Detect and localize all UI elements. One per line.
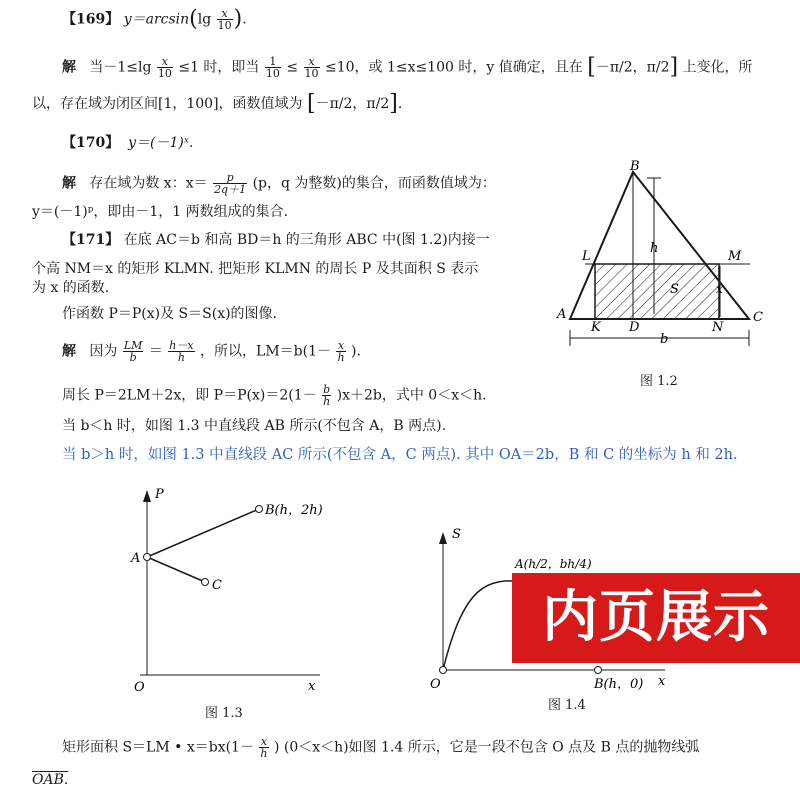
figure-1-2: [550, 160, 780, 360]
problem-171-line-2: 个高 NM＝x 的矩形 KLMN. 把矩形 KLMN 的周长 P 及其面积 S 表示: [32, 261, 479, 277]
label-O: O: [134, 680, 145, 695]
segment-ac: [147, 557, 205, 582]
point-c: [202, 579, 209, 586]
label-C: C: [753, 310, 763, 325]
label-S: S: [670, 282, 679, 297]
point-a: [144, 554, 151, 561]
figure-1-2-caption: 图 1.2: [640, 374, 678, 389]
point-o: [440, 667, 447, 674]
rectangle-klmn: [595, 264, 719, 319]
preview-banner: 内页展示: [512, 573, 800, 663]
point-b: [595, 667, 602, 674]
label-O: O: [430, 677, 441, 690]
label-B: B(h，2h): [265, 503, 323, 518]
label-B: B: [630, 160, 640, 174]
problem-171-perimeter-line: 周长 P＝2LM＋2x，即 P＝P(x)＝2(1－ $\frac{b}{h}$ )x＋2b，式中 0＜x＜h.: [62, 383, 487, 408]
label-D: D: [629, 320, 640, 335]
problem-171-arc-oab: OAB.: [32, 772, 69, 788]
label-A: A: [557, 307, 567, 322]
problem-169-statement: 【169】 y＝arcsin(lg $\frac{x}{10}$ ).: [62, 6, 247, 32]
problem-171-case-b-less-h: 当 b＜h 时，如图 1.3 中直线段 AB 所示(不包含 A，B 两点).: [62, 418, 447, 434]
label-A: A: [131, 551, 141, 566]
problem-171-solution-line-1: 解 因为 $\frac{LM}{b}$ ＝ $\frac{h-x}{h}$ ，所以，LM＝b(1－ $\frac{x}{h}$ ).: [62, 339, 361, 364]
problem-171-line-1: 【171】 在底 AC＝b 和高 BD＝h 的三角形 ABC 中(图 1.2)内接一: [62, 232, 490, 248]
label-b: b: [660, 332, 669, 347]
axis-label-x: x: [658, 674, 666, 689]
figure-1-4-caption: 图 1.4: [548, 698, 586, 713]
label-x: x: [716, 282, 723, 296]
label-h: h: [650, 241, 659, 256]
problem-170-solution-line-1: 解 存在域为数 x：x＝ $\frac{p}{2q+1}$ (p，q 为整数)的集合，而函数值域为：: [62, 171, 496, 196]
axis-label-x: x: [308, 679, 316, 694]
label-K: K: [591, 320, 601, 335]
problem-number: 【169】: [62, 11, 120, 28]
segment-ab: [147, 509, 259, 557]
problem-171-line-4: 作函数 P＝P(x)及 S＝S(x)的图像.: [62, 306, 278, 322]
label-M: M: [728, 249, 742, 264]
label-N: N: [712, 320, 724, 335]
problem-171-line-3: 为 x 的函数.: [32, 280, 110, 296]
point-b: [256, 506, 263, 513]
axis-label-P: P: [155, 487, 164, 502]
problem-171-case-b-greater-h: 当 b＞h 时，如图 1.3 中直线段 AC 所示(不包含 A，C 两点). 其中 OA＝2b，B 和 C 的坐标为 h 和 2h.: [62, 447, 738, 463]
label-L: L: [582, 249, 591, 264]
label-A: A(h/2，bh/4): [515, 557, 592, 571]
parabola-arc-oab: [443, 581, 521, 670]
problem-170-solution-line-2: y＝(－1)ᵖ，即由－1，1 两数组成的集合.: [32, 204, 289, 220]
problem-170-statement: 【170】 y＝(－1)ˣ.: [62, 135, 194, 151]
problem-171-area-line: 矩形面积 S＝LM • x＝bx(1－ $\frac{x}{h}$ ) (0＜x＜h)如图 1.4 所示，它是一段不包含 O 点及 B 点的抛物线弧: [62, 735, 700, 760]
label-C: C: [212, 578, 222, 593]
axis-label-S: S: [452, 527, 461, 542]
figure-1-3: [120, 480, 340, 695]
label-B: B(h，0): [594, 677, 644, 690]
problem-169-solution-line-2: 以，存在域为闭区间[1，100]，函数值域为 [－π/2，π/2].: [32, 91, 403, 116]
figure-1-3-caption: 图 1.3: [205, 706, 243, 721]
problem-169-solution-line-1: 解 当－1≤lg $\frac{x}{10}$ ≤1 时，即当 $\frac{1}{10}$ ≤ $\frac{x}{10}$ ≤10，或 1≤x≤100 时，y 值确定，且在 [－π/2，π/2] 上变化，所: [62, 54, 753, 80]
